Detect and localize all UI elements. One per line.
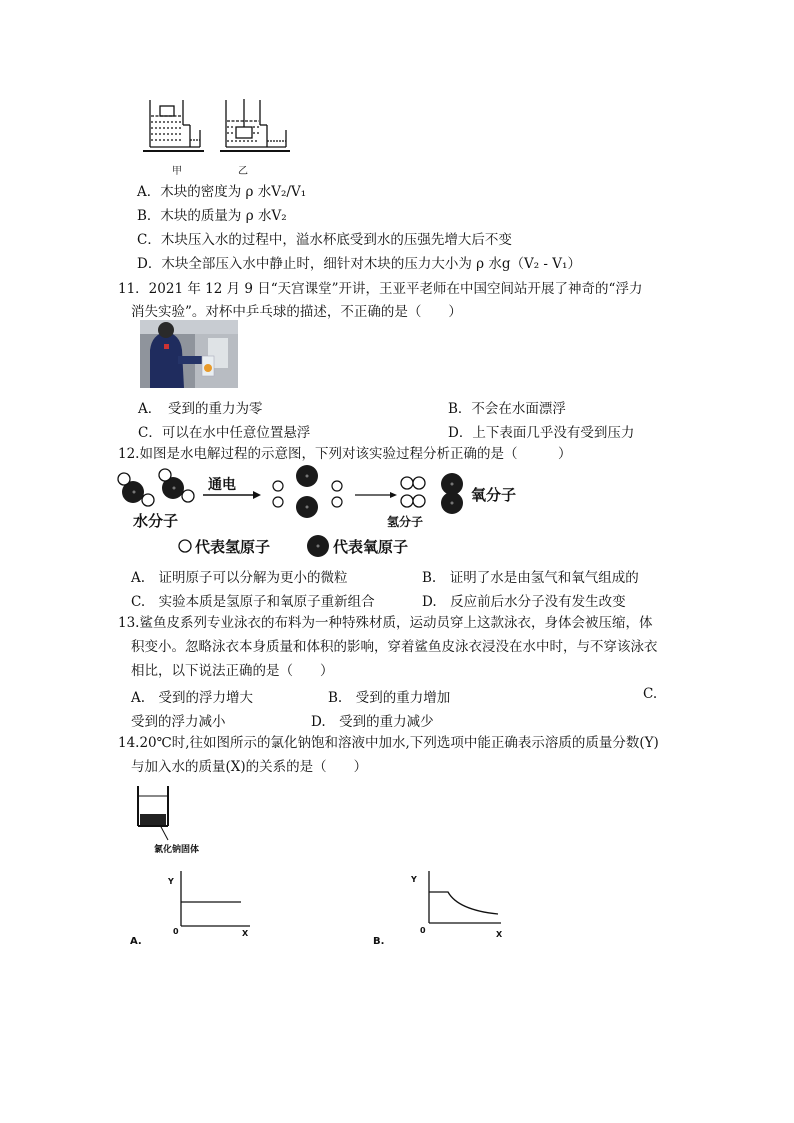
fig-label-b: 乙: [238, 166, 248, 177]
q11-option-c: C．可以在水中任意位置悬浮: [138, 425, 311, 441]
q13-option-d: D. 受到的重力减少: [311, 714, 434, 730]
graph-b-option: B.: [373, 936, 385, 947]
graph-b-origin: 0: [420, 926, 426, 935]
water-molecule-2: [159, 469, 194, 502]
beaker-label: 氯化钠固体: [154, 845, 200, 855]
q10-option-c: C．木块压入水的过程中，溢水杯底受到水的压强先增大后不变: [137, 232, 512, 248]
graph-b: [368, 866, 508, 948]
hydrogen-label: 氢分子: [387, 515, 424, 529]
q12-option-a: A. 证明原子可以分解为更小的微粒: [131, 570, 348, 586]
q13-option-a: A. 受到的浮力增大: [131, 690, 254, 706]
q12-stem: 12.如图是水电解过程的示意图，下列对该实验过程分析正确的是（ ）: [118, 446, 572, 462]
q10-option-d: D．木块全部压入水中静止时，细针对木块的压力大小为 ρ 水g（V₂ - V₁）: [137, 256, 581, 272]
oxygen-label: 氧分子: [471, 486, 517, 504]
q11-option-d: D．上下表面几乎没有受到压力: [448, 425, 635, 441]
space-station-photo: [140, 320, 238, 388]
q13-stem-line3: 相比，以下说法正确的是（ ）: [131, 663, 334, 679]
electrolysis-diagram: [115, 464, 555, 559]
graph-b-curve: [429, 892, 498, 914]
graph-b-x-label: X: [496, 930, 503, 939]
legend-h: 代表氢原子: [195, 538, 271, 556]
q14-stem-line2: 与加入水的质量(X)的关系的是（ ）: [131, 759, 368, 775]
q11-stem-line2: 消失实验”。对杯中乒乓球的描述，不正确的是（ ）: [131, 304, 462, 320]
q13-stem-line2: 积变小。忽略泳衣本身质量和体积的影响，穿着鲨鱼皮泳衣浸没在水中时，与不穿该泳衣: [131, 639, 658, 655]
beaker-figure: [130, 780, 240, 860]
q10-option-a: A．木块的密度为 ρ 水V₂/V₁: [137, 184, 307, 200]
fig-label-a: 甲: [172, 166, 182, 177]
q13-stem-line1: 13.鲨鱼皮系列专业泳衣的布料为一种特殊材质，运动员穿上这款泳衣，身体会被压缩，体: [118, 615, 653, 631]
q12-option-c: C. 实验本质是氢原子和氧原子重新组合: [131, 594, 375, 610]
q13-option-c-text: 受到的浮力减小: [131, 714, 226, 730]
overflow-cup-figure: [138, 95, 298, 180]
cup-a: [143, 100, 204, 151]
water-label: 水分子: [133, 512, 179, 530]
graph-a: [125, 866, 265, 948]
q12-option-d: D. 反应前后水分子没有发生改变: [422, 594, 626, 610]
q11-stem-line1: 11．2021 年 12 月 9 日“天宫课堂”开讲，王亚平老师在中国空间站开展了神奇的“浮力: [118, 281, 643, 297]
arrow-label: 通电: [208, 477, 236, 493]
q12-option-b: B. 证明了水是由氢气和氧气组成的: [422, 570, 639, 586]
q11-option-b: B．不会在水面漂浮: [448, 401, 566, 417]
legend-o: 代表氧原子: [333, 538, 409, 556]
q10-option-b: B．木块的质量为 ρ 水V₂: [137, 208, 287, 224]
q14-stem-line1: 14.20℃时,往如图所示的氯化钠饱和溶液中加水,下列选项中能正确表示溶质的质量分数(Y): [118, 735, 659, 751]
graph-a-option: A.: [130, 936, 142, 947]
graph-a-origin: 0: [173, 927, 179, 936]
q13-option-b: B. 受到的重力增加: [328, 690, 451, 706]
graph-b-y-label: Y: [411, 875, 417, 884]
q11-option-a: A． 受到的重力为零: [138, 401, 263, 417]
graph-a-x-label: X: [242, 929, 249, 938]
graph-a-y-label: Y: [168, 877, 174, 886]
water-molecule-1: [118, 473, 154, 506]
cup-b: [220, 99, 290, 151]
q13-option-c-letter: C.: [643, 686, 658, 702]
